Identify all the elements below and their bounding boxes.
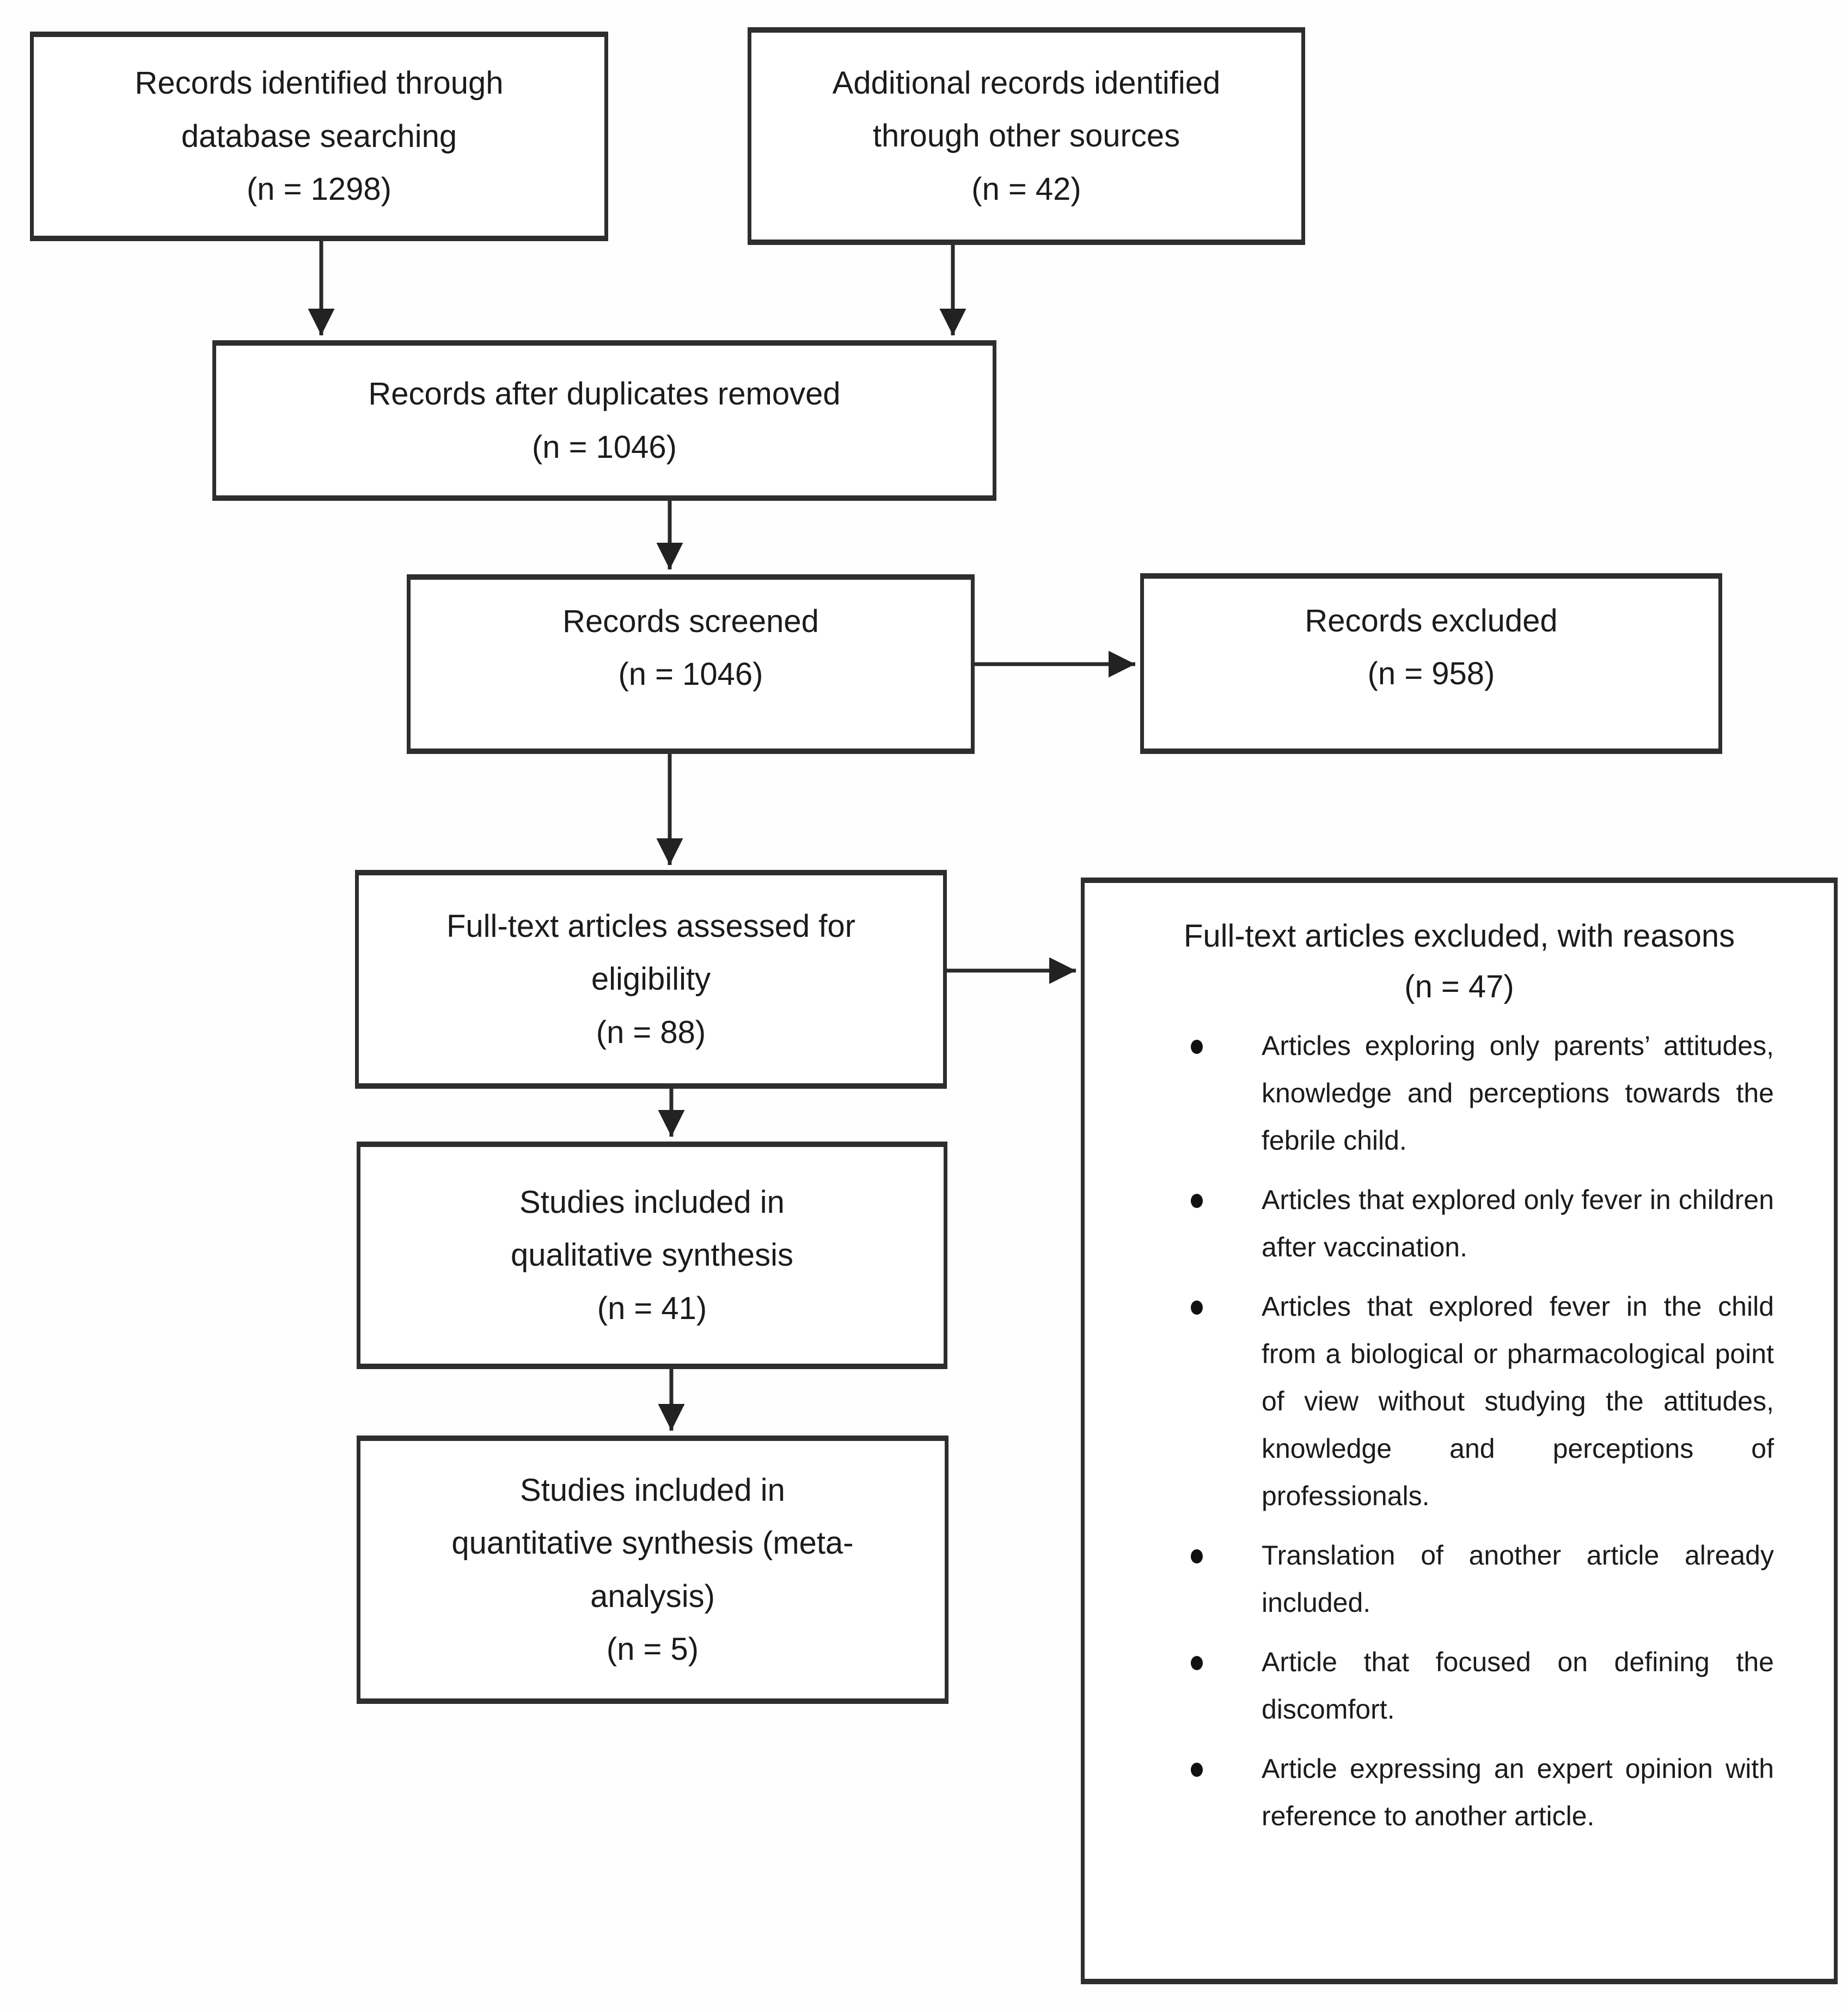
box-text-line: Additional records identified [832,65,1221,101]
box-text-line: Records identified through [134,65,504,101]
box-text-line: (n = 958) [1367,656,1495,691]
excluded-reason-item [1191,1283,1774,1520]
excluded-reason-text: Articles exploring only parents’ attitudes, knowledge and perceptions towards the febrile child. [1262,1030,1774,1156]
excluded-reasons-list [1085,1022,1834,1840]
box-text-line: (n = 1046) [531,429,677,465]
box-quantitative-synthesis [357,1436,949,1704]
box-text-line: Studies included in [520,1472,785,1508]
box-additional-records [748,27,1305,245]
bullet-icon [1191,1194,1203,1208]
bullet-icon [1191,1040,1203,1054]
excluded-reason-item [1191,1745,1774,1840]
bullet-icon [1191,1656,1203,1670]
box-text-line: (n = 41) [597,1290,707,1326]
excluded-reason-item [1191,1532,1774,1627]
box-text-line: analysis) [590,1578,715,1614]
box-text-line: (n = 1298) [246,171,391,207]
box-qualitative-synthesis [357,1142,947,1369]
box-text-line: database searching [181,118,457,154]
box-text-line: (n = 5) [606,1631,699,1667]
excluded-reason-text: Article expressing an expert opinion with reference to another article. [1262,1753,1774,1831]
bullet-icon [1191,1301,1203,1315]
box-text-line: (n = 1046) [618,657,763,692]
box-text-line: Studies included in [519,1184,785,1220]
excluded-reasons-count: (n = 47) [1404,968,1514,1004]
box-text-line: (n = 42) [971,171,1081,207]
box-text-line: through other sources [872,118,1180,154]
box-text-line: Full-text articles assessed for [446,908,856,944]
box-text-line: eligibility [591,961,711,997]
box-text-line: quantitative synthesis (meta- [451,1525,854,1561]
bullet-icon [1191,1549,1203,1563]
excluded-reason-item [1191,1176,1774,1271]
box-text-line: qualitative synthesis [510,1237,794,1273]
excluded-reason-text: Translation of another article already included. [1262,1539,1774,1618]
box-fulltext-excluded [1081,878,1838,1984]
excluded-reason-text: Articles that explored fever in the child from a biological or pharmacological point of view without studying the attitudes, knowledge and perceptions of professionals. [1262,1291,1774,1511]
excluded-reason-text: Articles that explored only fever in children after vaccination. [1262,1184,1774,1262]
excluded-reasons-title: Full-text articles excluded, with reasons [1183,918,1735,954]
box-duplicates-removed [212,340,996,501]
box-fulltext-assessed [355,870,947,1089]
excluded-reason-item [1191,1022,1774,1164]
excluded-reason-item [1191,1639,1774,1733]
box-text-line: Records excluded [1305,603,1558,639]
box-text-line: Records screened [562,603,819,639]
box-records-screened [407,574,975,754]
box-text-line: Records after duplicates removed [368,376,841,412]
box-records-identified [30,32,608,241]
excluded-reason-text: Article that focused on defining the discomfort. [1262,1646,1774,1725]
bullet-icon [1191,1763,1203,1777]
box-records-excluded [1140,573,1722,754]
box-text-line: (n = 88) [596,1014,706,1050]
